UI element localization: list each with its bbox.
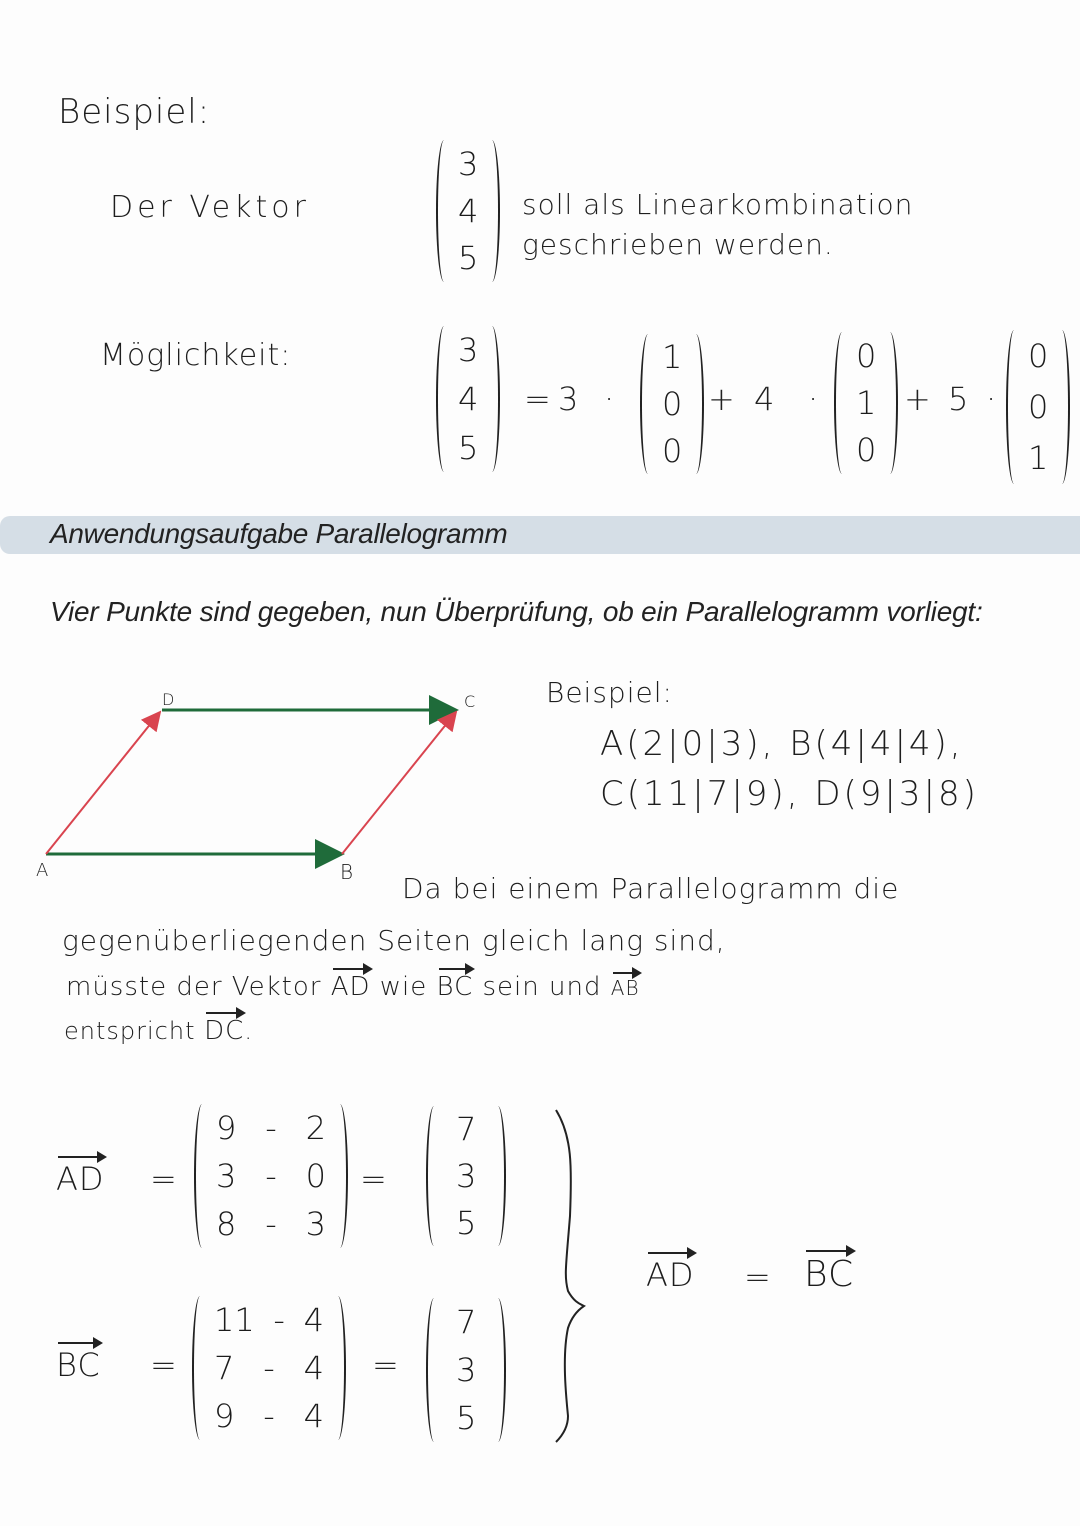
vector-bc-inline: BC [437, 972, 474, 1002]
points-line2: C(11|7|9), D(9|3|8) [600, 774, 979, 814]
equals-bc-1: = [150, 1346, 177, 1384]
explanation-line2: gegenüberliegenden Seiten gleich lang sind, [62, 924, 726, 957]
unit-vector-e2: 0 1 0 [834, 332, 898, 474]
vector-ab-inline: AB [611, 976, 640, 1000]
coef-3: 5 [948, 380, 969, 418]
point-label-c: C [464, 692, 477, 711]
ad-result-vector: 7 3 5 [426, 1106, 506, 1246]
dot-2: · [808, 380, 819, 418]
curly-brace [550, 1106, 610, 1446]
vector-ad-inline: AD [331, 972, 371, 1002]
vector-dc-inline: DC [204, 1016, 244, 1046]
conclusion-equals: = [744, 1258, 771, 1296]
point-label-b: B [340, 860, 355, 884]
possibility-label: Möglichkeit: [100, 338, 292, 373]
point-label-a: A [36, 860, 50, 881]
unit-vector-e1: 1 0 0 [640, 334, 704, 474]
coef-1: 3 [558, 380, 579, 418]
conclusion-bc: BC [804, 1254, 854, 1295]
sentence-line2: geschrieben werden. [522, 228, 834, 261]
equals-sign: = [524, 380, 551, 418]
point-label-d: D [162, 690, 176, 709]
equals-ad-2: = [360, 1160, 387, 1198]
example2-heading: Beispiel: [546, 676, 673, 709]
dot-3: · [986, 380, 997, 418]
dot-1: · [604, 380, 615, 418]
equals-ad-1: = [150, 1160, 177, 1198]
plus-2: + [904, 380, 931, 418]
example-heading: Beispiel: [58, 92, 211, 132]
sentence-line1: soll als Linearkombination [522, 188, 914, 221]
lhs-vector: 3 4 5 [436, 326, 500, 472]
equals-bc-2: = [372, 1346, 399, 1384]
explanation-line3: müsste der Vektor AD wie BC sein und AB [66, 972, 640, 1002]
sentence-prefix: Der Vektor [110, 190, 310, 225]
unit-vector-e3: 0 0 1 [1006, 330, 1070, 484]
coef-2: 4 [754, 380, 775, 418]
intro-text: Vier Punkte sind gegeben, nun Überprüfung, ob ein Parallelogramm vorliegt: [50, 596, 983, 627]
explanation-line4: entspricht DC. [64, 1016, 253, 1046]
plus-1: + [708, 380, 735, 418]
explanation-line1: Da bei einem Parallelogramm die [402, 872, 900, 905]
bc-difference-vector: 11 - 4 7 - 4 9 - 4 [192, 1296, 346, 1440]
vector-ad-label: AD [56, 1160, 105, 1198]
points-line1: A(2|0|3), B(4|4|4), [600, 724, 964, 764]
vector-bc-label: BC [56, 1346, 101, 1384]
bc-result-vector: 7 3 5 [426, 1298, 506, 1442]
vector-345: 3 4 5 [436, 140, 500, 282]
section-title: Anwendungsaufgabe Parallelogramm [50, 518, 508, 549]
conclusion-ad: AD [646, 1256, 695, 1294]
ad-difference-vector: 9 - 2 3 - 0 8 - 3 [194, 1104, 348, 1248]
